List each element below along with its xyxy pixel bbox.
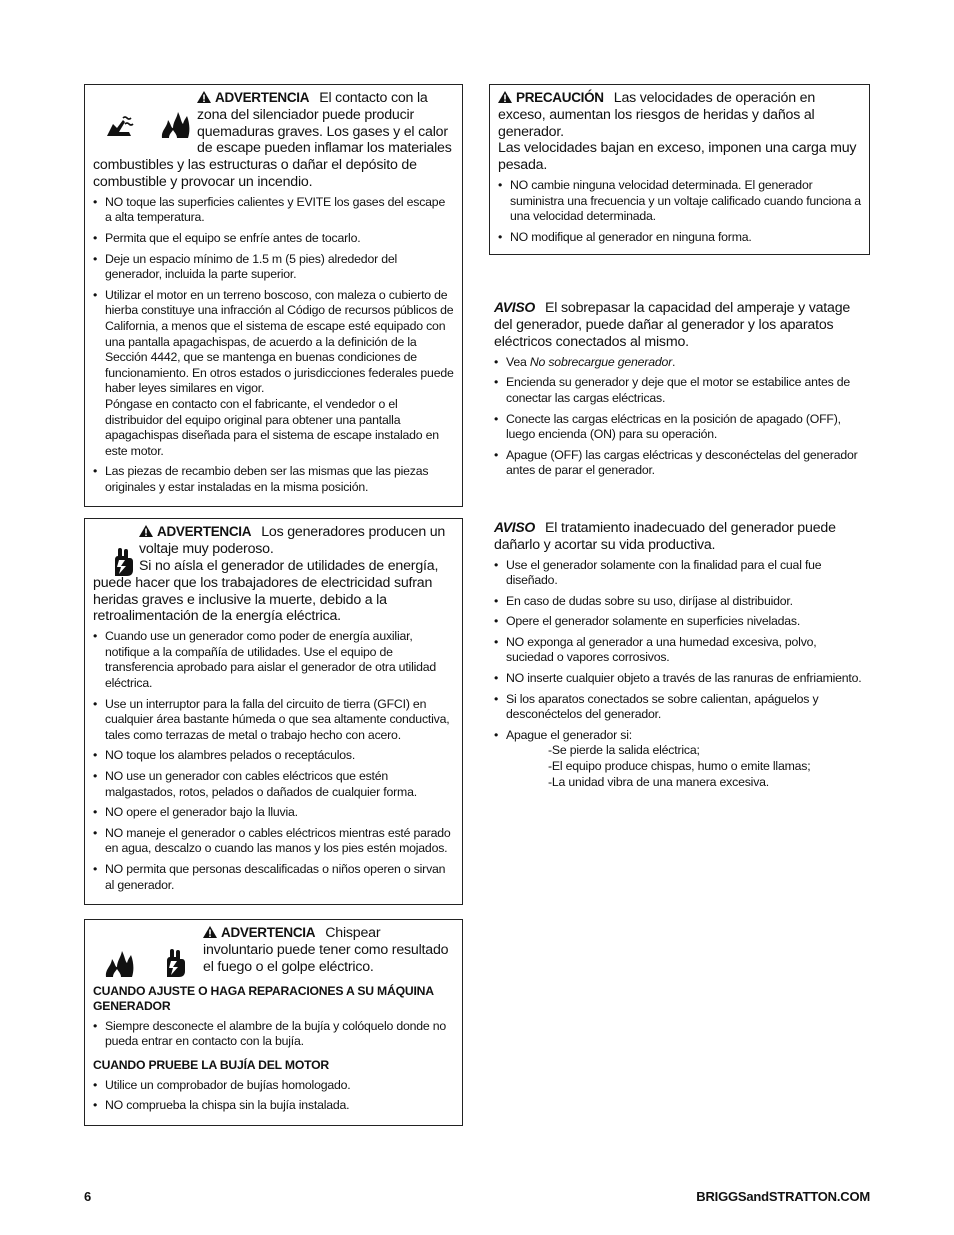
list-item: • Encienda su generador y deje que el motor se estabilice antes de conectar las cargas eléctricas. <box>494 375 864 406</box>
fire-icon <box>159 110 191 140</box>
hot-surface-icon <box>103 114 137 140</box>
electric-shock-icon <box>161 947 187 979</box>
list-item: • NO use un generador con cables eléctricos que estén malgastados, rotos, pelados o dañados de cualquier forma. <box>93 769 454 800</box>
warning-label: ADVERTENCIA <box>197 90 309 107</box>
sub-line: -El equipo produce chispas, humo o emite llamas; <box>548 759 811 774</box>
list-item: • NO toque los alambres pelados o receptáculos. <box>93 748 454 764</box>
caution-list <box>498 178 861 245</box>
section-subheading: CUANDO PRUEBE LA BUJÍA DEL MOTOR <box>93 1057 330 1072</box>
warning-lead: ADVERTENCIA El contacto con la zona del silenciador puede producir quemaduras graves. Los gases y el calor de escape pueden inflamar los materiales combustibles y las estructuras o dañar el depósito de combustible y provocar un incendio. <box>93 90 452 190</box>
warning-box-exhaust <box>84 84 463 507</box>
list-item: • Siempre desconecte el alambre de la bujía y colóquelo donde no pueda entrar en contacto con la bujía. <box>93 1019 454 1050</box>
list-item: • Deje un espacio mínimo de 1.5 m (5 pies) alrededor del generador, incluida la parte superior. <box>93 252 454 283</box>
list-item: • NO comprueba la chispa sin la bujía instalada. <box>93 1098 454 1114</box>
notice-list <box>494 355 864 479</box>
warning-label: ADVERTENCIA <box>139 524 251 541</box>
notice-label: AVISO <box>494 299 536 316</box>
list-item: • NO toque las superficies calientes y EVITE los gases del escape a alta temperatura. <box>93 195 454 226</box>
notice-label: AVISO <box>494 518 536 535</box>
notice-lead: AVISO El sobrepasar la capacidad del amperaje y vatage del generador, puede dañar al generador y los aparatos eléctricos conectados al mismo. <box>494 299 851 350</box>
list-item: • Permita que el equipo se enfríe antes de tocarlo. <box>93 231 454 247</box>
list-item: • NO cambie ninguna velocidad determinada. El generador suministra una frecuencia y un voltaje calificado cuando funciona a una velocidad determinada. <box>498 178 861 225</box>
list-item: • En caso de dudas sobre su uso, diríjase al distribuidor. <box>494 594 864 610</box>
notice-overload <box>489 299 870 479</box>
warning-list <box>93 629 454 893</box>
warning-box-voltage <box>84 518 463 905</box>
list-item: • Las piezas de recambio deben ser las mismas que las piezas originales y estar instaladas en la misma posición. <box>93 464 454 495</box>
list-item: • Apague (OFF) las cargas eléctricas y desconéctelas del generador antes de parar el generador. <box>494 448 864 479</box>
warning-list <box>93 195 454 496</box>
list-item: • Utilice un comprobador de bujías homologado. <box>93 1078 454 1094</box>
list-item: • Conecte las cargas eléctricas en la posición de apagado (OFF), luego encienda (ON) para su operación. <box>494 412 864 443</box>
list-item: • Opere el generador solamente en superficies niveladas. <box>494 614 864 630</box>
warning-icons <box>93 927 203 983</box>
right-column <box>489 84 870 790</box>
electric-shock-icon <box>109 546 135 578</box>
list-item: • Use un interruptor para la falla del circuito de tierra (GFCI) en cualquier área bastante húmeda o que sea altamente conductiva, tales como terrazas de metal o trabajo hecho con acero. <box>93 697 454 744</box>
warning-lead: ADVERTENCIA Chispear involuntario puede tener como resultado el fuego o el golpe eléctrico. <box>93 925 454 975</box>
fire-icon <box>103 949 135 979</box>
website-url: BRIGGSandSTRATTON.COM <box>696 1189 870 1204</box>
list-item: • Apague el generador si: -Se pierde la salida eléctrica; -El equipo produce chispas, humo o emite llamas; -La unidad vibra de una manera excesiva. <box>494 728 864 790</box>
list-item: • Vea No sobrecargue generador. <box>494 355 864 371</box>
caution-label: PRECAUCIÓN <box>498 90 604 107</box>
sub-line: -La unidad vibra de una manera excesiva. <box>548 774 769 789</box>
warning-lead: ADVERTENCIA Los generadores producen un voltaje muy poderoso. Si no aísla el generador de utilidades de energía, puede hacer que los trabajadores de electricidad sufran heridas graves e inclusive la muerte, debido a la retroalimentación de la energía eléctrica. <box>93 524 446 625</box>
list-item: • Si los aparatos conectados se sobre calientan, apáguelos y desconéctelos del generador. <box>494 692 864 723</box>
list-item: • NO permita que personas descalificadas o niños operen o sirvan al generador. <box>93 862 454 893</box>
notice-list <box>494 558 864 791</box>
warning-triangle-icon <box>139 525 153 537</box>
warning-triangle-icon <box>203 926 217 938</box>
warning-icons <box>93 92 197 144</box>
left-column <box>84 84 463 1126</box>
notice-lead: AVISO El tratamiento inadecuado del generador puede dañarlo y acortar su vida productiva. <box>494 518 836 553</box>
list-item: • Cuando use un generador como poder de energía auxiliar, notifique a la compañía de utilidades. Use el equipo de transferencia aprobado para aislar el generador de otra utilidad eléctrica. <box>93 629 454 691</box>
list-item: • Utilizar el motor en un terreno boscoso, con maleza o cubierto de hierba constituye una infracción al Código de recursos públicos de California, a menos que el sistema de escape esté equipado con una pantalla apagachispas, de acuerdo a la definición de la Sección 4442, que se mantenga en buenas condiciones de funcionamiento. En otros estados o jurisdicciones federales puede haber leyes similares en vigor. Póngase en contacto con el fabricante, el vendedor o el distribuidor del equipo original para obtener una pantalla apagachispas diseñada para el sistema de escape instalado en este motor. <box>93 288 454 460</box>
warning-list <box>93 1078 454 1114</box>
list-item: • NO inserte cualquier objeto a través de las ranuras de enfriamiento. <box>494 671 864 687</box>
warning-box-sparking <box>84 919 463 1126</box>
warning-icons <box>93 526 139 570</box>
warning-label: ADVERTENCIA <box>203 925 315 942</box>
warning-list <box>93 1019 454 1050</box>
list-item: • NO maneje el generador o cables eléctricos mientras esté parado en agua, descalzo o cuando las manos y los pies estén mojados. <box>93 826 454 857</box>
list-item: • NO modifique al generador en ninguna forma. <box>498 230 861 246</box>
page-number: 6 <box>84 1189 92 1204</box>
list-item: • NO exponga al generador a una humedad excesiva, polvo, suciedad o vapores corrosivos. <box>494 635 864 666</box>
notice-misuse <box>489 519 870 790</box>
sub-line: -Se pierde la salida eléctrica; <box>548 743 700 758</box>
section-subheading: CUANDO AJUSTE O HAGA REPARACIONES A SU MÁQUINA GENERADOR <box>93 983 434 1014</box>
list-item: • NO opere el generador bajo la lluvia. <box>93 805 454 821</box>
warning-triangle-icon <box>498 91 512 103</box>
list-item: • Use el generador solamente con la finalidad para el cual fue diseñado. <box>494 558 864 589</box>
caution-box-speed <box>489 84 870 255</box>
warning-triangle-icon <box>197 91 211 103</box>
caution-lead: PRECAUCIÓN Las velocidades de operación en exceso, aumentan los riesgos de heridas y daños al generador. Las velocidades bajan en exceso, imponen una carga muy pesada. <box>498 90 857 174</box>
